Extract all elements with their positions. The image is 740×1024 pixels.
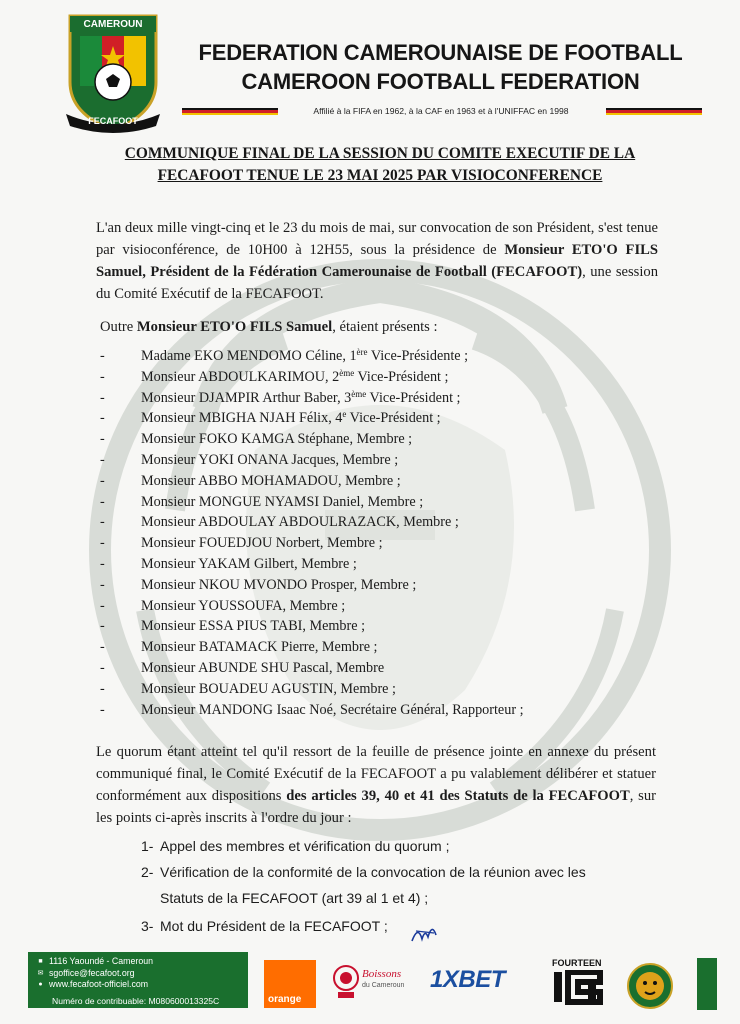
logo-text-bottom: FECAFOOT [88, 116, 138, 126]
member-dash: - [100, 368, 105, 385]
boissons-label: Boissons [362, 968, 402, 980]
member-item [0, 388, 740, 408]
member-name-text: Monsieur YAKAM Gilbert, Membre ; [141, 556, 357, 572]
member-name [141, 679, 396, 699]
member-dash: - [100, 431, 105, 448]
member-ordinal: ème [339, 367, 355, 378]
boissons-emblem-icon [332, 962, 360, 1002]
federation-title-en: CAMEROON FOOTBALL FEDERATION [241, 69, 640, 94]
member-role: Vice-Présidente ; [367, 348, 469, 364]
fourteen-sponsor-logo [552, 958, 608, 1006]
member-name-text: Monsieur FOUEDJOU Norbert, Membre ; [141, 535, 383, 552]
member-name [141, 471, 401, 491]
agenda-text: Appel des membres et vérification du quorum ; [160, 838, 450, 854]
document-title-line1: COMMUNIQUE FINAL DE LA SESSION DU COMITE EXECUTIF DE LA [124, 145, 636, 162]
agenda-number: 2- [141, 864, 154, 880]
member-name-text: Monsieur DJAMPIR Arthur Baber, 3 [141, 389, 352, 406]
website-link[interactable]: www.fecafoot-officiel.com [49, 979, 149, 989]
member-item [0, 616, 740, 636]
globe-icon: ● [38, 981, 43, 988]
member-item [0, 346, 740, 366]
present-suffix: , étaient présents : [332, 319, 438, 335]
member-name [141, 637, 377, 657]
member-dash: - [100, 618, 105, 635]
website-row [36, 979, 240, 991]
member-name-text: Monsieur NKOU MVONDO Prosper, Membre ; [141, 576, 417, 593]
member-name-text: Monsieur ABBO MOHAMADOU, Membre ; [141, 472, 401, 489]
quorum-paragraph [96, 741, 656, 829]
member-name [141, 616, 365, 636]
federation-title-fr: FEDERATION CAMEROUNAISE DE FOOTBALL [198, 40, 683, 65]
member-dash: - [100, 680, 105, 697]
boissons-sublabel: du Cameroun [362, 982, 405, 989]
member-name [141, 429, 412, 449]
affiliation-text: Affilié à la FIFA en 1962, à la CAF en 1963 et à l'UNIFFAC en 1998 [313, 106, 569, 116]
member-item [0, 512, 740, 532]
member-ordinal: e [342, 409, 347, 420]
present-bold: Monsieur ETO'O FILS Samuel [136, 319, 333, 335]
member-dash: - [100, 597, 105, 614]
flag-stripe-left [182, 108, 278, 115]
address-text: 1116 Yaoundé - Cameroun [49, 956, 154, 966]
agenda-number: 3- [141, 918, 154, 934]
member-dash: - [100, 556, 105, 572]
agenda-text-line2: Statuts de la FECAFOOT (art 39 al 1 et 4) ; [160, 890, 429, 906]
affiliation-row [182, 104, 702, 118]
member-name [141, 492, 423, 512]
member-item [0, 658, 740, 678]
member-name [141, 575, 416, 595]
lions-badge-icon [626, 962, 674, 1010]
member-item [0, 596, 740, 616]
member-dash: - [100, 472, 105, 489]
member-name-text: Monsieur MONGUE NYAMSI Daniel, Membre ; [141, 493, 424, 510]
member-name-text: Monsieur BATAMACK Pierre, Membre ; [141, 639, 378, 656]
member-role: Vice-Président ; [366, 389, 461, 406]
member-ordinal: ère [356, 347, 368, 357]
quorum-text-1: Le quorum étant atteint tel qu'il ressort de la feuille de présence jointe en annexe du présent communiqué final, le Comité Exécutif de la FECAFOOT a pu valablement délibérer et statuer conformément aux dispositions [96, 744, 656, 804]
quorum-bold: des articles 39, 40 et 41 des Statuts de la FECAFOOT [286, 788, 630, 804]
member-name-text: Monsieur ABDOULKARIMOU, 2 [141, 368, 340, 385]
member-item [0, 575, 740, 595]
green-edge-bar [697, 958, 717, 1010]
member-dash: - [100, 389, 105, 406]
quorum-text-2: , sur les points ci-après inscrits à l'ordre du jour : [96, 788, 656, 826]
member-item [0, 492, 740, 512]
orange-sponsor-logo [264, 960, 316, 1008]
member-name-text: Monsieur FOKO KAMGA Stéphane, Membre ; [141, 431, 413, 448]
member-name [141, 408, 441, 428]
member-item [0, 408, 740, 428]
member-name-text: Monsieur ESSA PIUS TABI, Membre ; [141, 618, 366, 635]
initials-signature-icon [410, 921, 440, 947]
taxpayer-number: Numéro de contribuable: M080600013325C [52, 996, 220, 1006]
member-name [141, 346, 468, 366]
member-name [141, 367, 448, 387]
federation-title [178, 38, 703, 96]
intro-paragraph [96, 217, 658, 305]
home-icon: ■ [38, 958, 43, 965]
member-item [0, 533, 740, 553]
intro-text-2: , une session du Comité Exécutif de la FECAFOOT. [96, 264, 658, 302]
present-prefix: Outre [100, 319, 137, 335]
mail-icon: ✉ [37, 969, 44, 977]
member-name-text: Monsieur BOUADEU AGUSTIN, Membre ; [141, 680, 396, 697]
fourteen-label: FOURTEEN [552, 958, 602, 968]
member-role: Vice-Président ; [346, 410, 441, 427]
logo-text-top: CAMEROUN [83, 19, 143, 30]
member-item [0, 679, 740, 699]
member-dash: - [100, 348, 105, 364]
fourteen-mark-icon [552, 970, 608, 1006]
member-item [0, 429, 740, 449]
member-name [141, 388, 461, 408]
member-dash: - [100, 452, 105, 468]
footer [0, 950, 740, 1024]
member-name-text: Monsieur YOUSSOUFA, Membre ; [141, 597, 346, 614]
member-dash: - [100, 493, 105, 510]
email-row [36, 968, 240, 980]
member-name-text: Monsieur MBIGHA NJAH Félix, 4 [141, 410, 343, 427]
member-dash: - [100, 660, 105, 676]
member-item [0, 471, 740, 491]
1xbet-sponsor-logo: 1XBET [430, 966, 505, 993]
member-name [141, 700, 524, 720]
member-dash: - [100, 535, 105, 552]
member-name-text: Monsieur ABDOULAY ABDOULRAZACK, Membre ; [141, 514, 459, 531]
member-ordinal: ème [351, 388, 367, 399]
member-item [0, 367, 740, 387]
agenda-text: Mot du Président de la FECAFOOT ; [160, 918, 388, 934]
present-line [100, 316, 660, 338]
member-item [0, 637, 740, 657]
address-row [36, 956, 240, 968]
member-name-text: Monsieur MANDONG Isaac Noé, Secrétaire Général, Rapporteur ; [141, 701, 524, 718]
member-name [141, 533, 383, 553]
document-title [110, 143, 650, 187]
member-name [141, 658, 384, 678]
intro-text-1: L'an deux mille vingt-cinq et le 23 du mois de mai, sur convocation de son Président, s'est tenue par visioconférence, de 10H00 à 12H55, sous la présidence de [96, 220, 658, 258]
member-dash: - [100, 514, 105, 531]
member-name [141, 554, 357, 574]
member-dash: - [100, 576, 105, 593]
member-dash: - [100, 701, 105, 718]
member-name-text: Monsieur YOKI ONANA Jacques, Membre ; [141, 452, 399, 468]
member-item [0, 700, 740, 720]
document-title-line2: FECAFOOT TENUE LE 23 MAI 2025 PAR VISIOCONFERENCE [157, 167, 603, 184]
orange-label: orange [268, 994, 302, 1005]
member-name [141, 596, 345, 616]
agenda-number: 1- [141, 838, 154, 854]
member-name-text: Monsieur ABUNDE SHU Pascal, Membre [141, 660, 385, 676]
member-dash: - [100, 410, 105, 427]
member-name [141, 512, 459, 532]
member-item [0, 554, 740, 574]
member-role: Vice-Président ; [354, 368, 449, 385]
agenda-text: Vérification de la conformité de la convocation de la réunion avec les [160, 864, 586, 880]
member-name-text: Madame EKO MENDOMO Céline, 1 [141, 348, 357, 364]
member-name [141, 450, 398, 470]
intro-bold: Monsieur ETO'O FILS Samuel, Président de la Fédération Camerounaise de Football (FECAFOOT) [96, 242, 658, 280]
boissons-sponsor-logo [332, 958, 410, 1004]
member-item [0, 450, 740, 470]
flag-stripe-right [606, 108, 702, 115]
email-link[interactable]: sgoffice@fecafoot.org [49, 967, 135, 978]
member-dash: - [100, 639, 105, 656]
